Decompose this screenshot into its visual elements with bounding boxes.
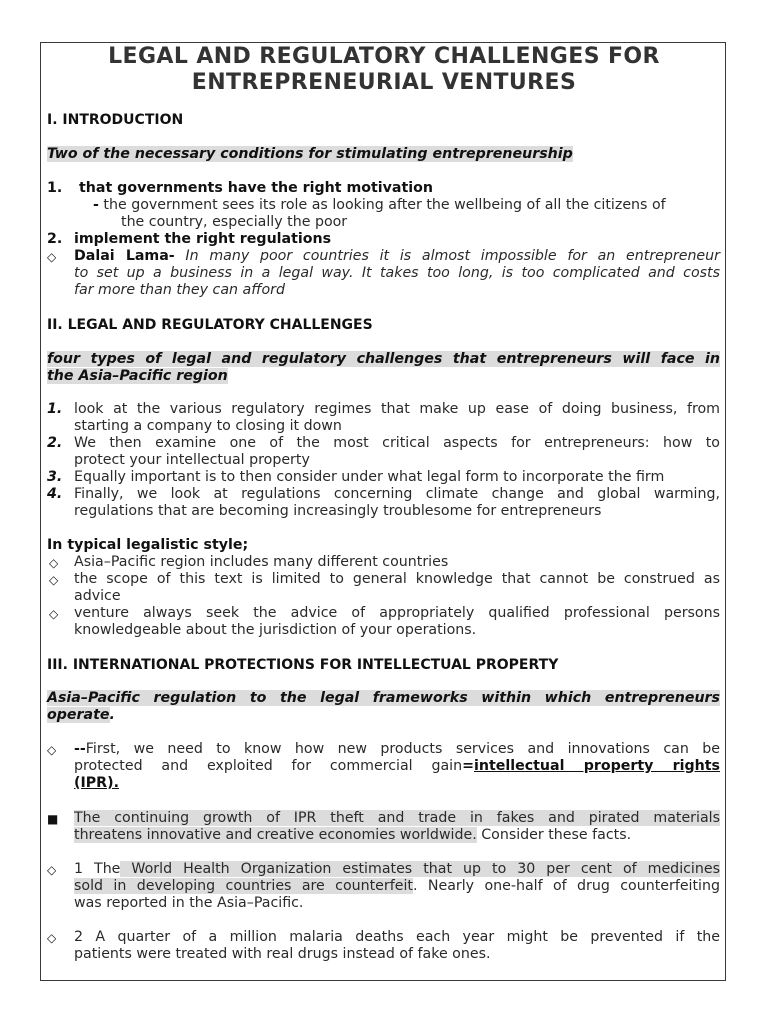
- highlight-text: Asia–Pacific regulation to the legal frameworks within which entrepreneurs: [47, 690, 720, 706]
- square-bullet-icon: ■: [47, 812, 59, 826]
- challenge-1-line-2: starting a company to closing it down: [74, 418, 342, 434]
- ipr-point-4-line-1: 2 A quarter of a million malaria deaths each year might be prevented if the: [74, 929, 720, 945]
- ipr-point-4-line-2: patients were treated with real drugs instead of fake ones.: [74, 946, 491, 962]
- quote-line-1: [74, 248, 720, 265]
- section-2-highlight-line-2: [47, 368, 228, 385]
- ipr-point-2-line-1: [74, 810, 720, 827]
- quote-line-3: far more than they can afford: [74, 282, 285, 298]
- quote-text: In many poor countries it is almost impossible for an entrepreneur: [174, 248, 720, 264]
- diamond-bullet-icon: ◇: [47, 863, 57, 877]
- challenge-2-line-2: protect your intellectual property: [74, 452, 310, 468]
- diamond-bullet-icon: ◇: [49, 573, 59, 587]
- section-2-heading: II. LEGAL AND REGULATORY CHALLENGES: [47, 317, 373, 333]
- ipr-term: intellectual property rights: [473, 758, 721, 774]
- highlight-text: sold in developing countries are counterfeit: [74, 878, 413, 894]
- ipr-point-1-line-1: [74, 741, 720, 758]
- point-text: First, we need to know how new products services and innovations can be: [85, 741, 720, 757]
- section-1-highlight: [47, 146, 573, 163]
- ipr-point-2-line-2: [74, 827, 631, 844]
- dash: --: [74, 741, 86, 757]
- challenge-4-line-2: regulations that are becoming increasingly troublesome for entrepreneurs: [74, 503, 602, 519]
- quote-line-2: to set up a business in a legal way. It takes too long, is too complicated and costs: [74, 265, 720, 281]
- document-title-line-2: ENTREPRENEURIAL VENTURES: [191, 70, 577, 95]
- diamond-bullet-icon: ◇: [47, 250, 57, 264]
- challenge-1-line-1: look at the various regulatory regimes that make up ease of doing business, from: [74, 401, 720, 417]
- challenge-4-number: 4.: [47, 486, 63, 502]
- ipr-point-3-line-3: was reported in the Asia–Pacific.: [74, 895, 304, 911]
- highlight-text: threatens innovative and creative economies worldwide.: [74, 827, 477, 843]
- section-2-highlight-line-1: [47, 351, 720, 368]
- challenge-3: Equally important is to then consider under what legal form to incorporate the firm: [74, 469, 665, 485]
- period: .: [109, 707, 115, 723]
- section-3-highlight-line-2: [47, 707, 115, 724]
- ipr-point-1-line-3: (IPR).: [74, 775, 119, 791]
- quote-author: Dalai Lama-: [74, 248, 175, 264]
- diamond-bullet-icon: ◇: [47, 931, 57, 945]
- intro-item-2-number: 2.: [47, 231, 63, 247]
- point-text: protected and exploited for commercial gain: [74, 758, 463, 774]
- point-text: . Nearly one-half of drug counterfeiting: [412, 878, 720, 894]
- point-text: 1 The: [74, 861, 121, 877]
- diamond-bullet-icon: ◇: [49, 556, 59, 570]
- intro-item-1-detail-line-1: [93, 197, 666, 214]
- section-3-heading: III. INTERNATIONAL PROTECTIONS FOR INTELLECTUAL PROPERTY: [47, 657, 559, 673]
- ipr-point-3-line-2: [74, 878, 720, 895]
- challenge-2-number: 2.: [47, 435, 63, 451]
- document-title-line-1: LEGAL AND REGULATORY CHALLENGES FOR: [108, 44, 660, 69]
- highlight-text: Two of the necessary conditions for stimulating entrepreneurship: [47, 146, 573, 162]
- intro-item-2: implement the right regulations: [74, 231, 332, 247]
- challenge-1-number: 1.: [47, 401, 63, 417]
- intro-item-1-number: 1.: [47, 180, 63, 196]
- challenge-3-number: 3.: [47, 469, 63, 485]
- ipr-point-1-line-2: [74, 758, 720, 775]
- document-page: [40, 42, 726, 981]
- style-bullet-1: Asia–Pacific region includes many different countries: [74, 554, 449, 570]
- challenge-4-line-1: Finally, we look at regulations concerning climate change and global warming,: [74, 486, 720, 502]
- style-bullet-3-line-2: knowledgeable about the jurisdiction of your operations.: [74, 622, 477, 638]
- ipr-point-3-line-1: [74, 861, 720, 878]
- highlight-text: operate: [47, 707, 110, 723]
- section-1-heading: I. INTRODUCTION: [47, 112, 184, 128]
- style-bullet-2-line-1: the scope of this text is limited to general knowledge that cannot be construed as: [74, 571, 720, 587]
- challenge-2-line-1: We then examine one of the most critical aspects for entrepreneurs: how to: [74, 435, 720, 451]
- diamond-bullet-icon: ◇: [49, 607, 59, 621]
- intro-item-1-detail-line-2: the country, especially the poor: [121, 214, 348, 230]
- highlight-text: World Health Organization estimates that up to 30 per cent of medicines: [120, 861, 720, 877]
- detail-text: the government sees its role as looking after the wellbeing of all the citizens of: [98, 197, 666, 213]
- legalistic-style-heading: In typical legalistic style;: [47, 537, 249, 553]
- equals-sign: =: [462, 758, 474, 774]
- diamond-bullet-icon: ◇: [47, 743, 57, 757]
- highlight-text: four types of legal and regulatory challenges that entrepreneurs will face in: [47, 351, 720, 367]
- point-text: Consider these facts.: [476, 827, 632, 843]
- section-3-highlight-line-1: [47, 690, 720, 707]
- style-bullet-3-line-1: venture always seek the advice of appropriately qualified professional persons: [74, 605, 720, 621]
- intro-item-1: that governments have the right motivation: [79, 180, 433, 196]
- highlight-text: The continuing growth of IPR theft and trade in fakes and pirated materials: [74, 810, 720, 826]
- dash: -: [93, 197, 99, 213]
- highlight-text: the Asia–Pacific region: [47, 368, 228, 384]
- style-bullet-2-line-2: advice: [74, 588, 121, 604]
